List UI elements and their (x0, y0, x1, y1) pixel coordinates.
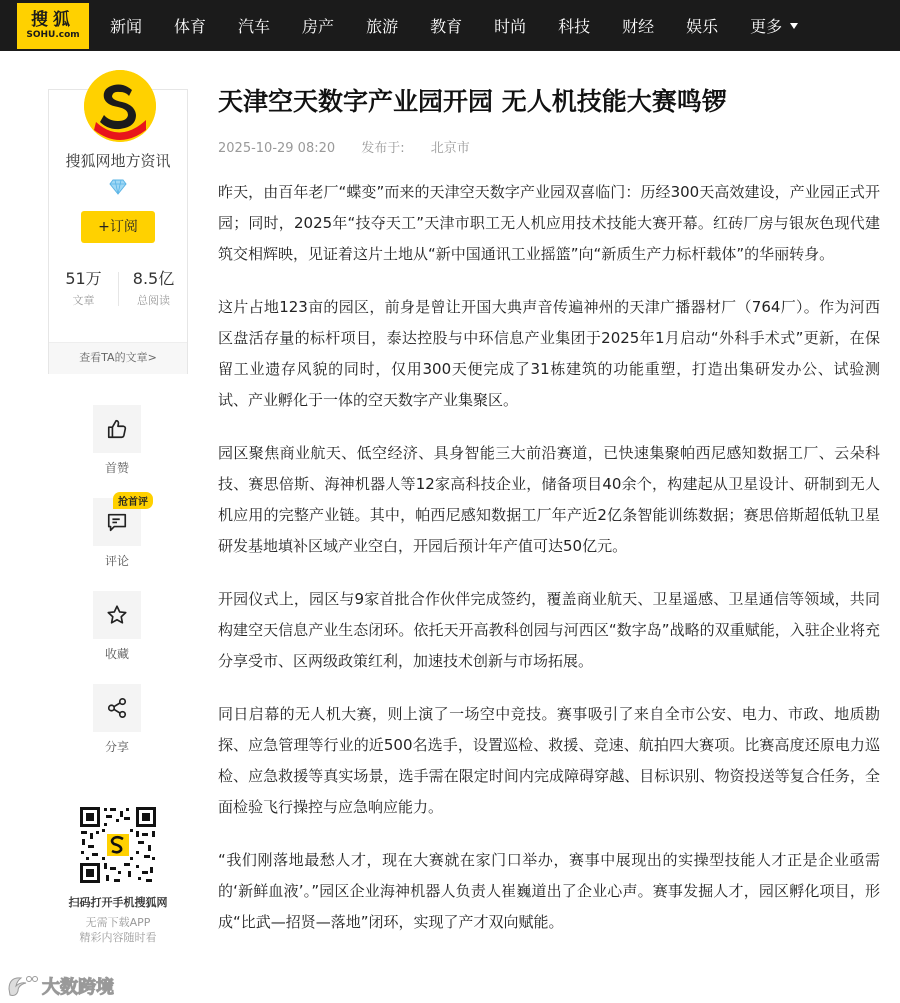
thumbs-up-icon (106, 418, 128, 440)
article-meta (218, 137, 470, 156)
nav-more-dropdown[interactable] (750, 14, 798, 37)
nav-item-education[interactable]: 教育 (430, 17, 463, 36)
qr-code-subtext (50, 915, 186, 945)
comment-action[interactable] (93, 497, 148, 569)
comment-button[interactable] (93, 497, 148, 546)
publish-date: 2025-10-29 08:20 (218, 141, 336, 156)
author-name[interactable]: 搜狐网地方资讯 (65, 152, 171, 170)
nav-item-sports[interactable]: 体育 (174, 17, 207, 36)
sohu-s-logo-icon (84, 70, 156, 142)
comment-icon (106, 511, 128, 533)
article-paragraph: 同日启幕的无人机大赛，则上演了一场空中竞技。赛事吸引了来自全市公安、电力、市政、地质勘探、应急管理等行业的近500名选手，设置巡检、救援、竞速、航拍四大赛项。比赛高度还原电力巡检、应急救援等真实场景，选手需在限定时间内完成障碍穿越、目标识别、物资投送等复合任务，全面检验飞行操控与应急响应能力。 (218, 705, 880, 816)
chevron-down-icon (790, 23, 798, 29)
favorite-label: 收藏 (104, 647, 129, 661)
first-comment-badge: 抢首评 (113, 492, 153, 509)
nav-item-finance[interactable]: 财经 (622, 17, 655, 36)
like-label: 首赞 (104, 461, 129, 475)
channel-nav (110, 0, 798, 51)
stat-reads-value: 8.5亿 (132, 269, 175, 288)
stat-reads-label: 总阅读 (137, 294, 170, 307)
stat-articles-label: 文章 (72, 294, 95, 307)
comment-label: 评论 (104, 554, 129, 568)
view-author-articles-link[interactable]: 查看TA的文章> (49, 342, 187, 374)
qr-code-label: 扫码打开手机搜狐网 (68, 896, 168, 909)
stat-articles-value: 51万 (65, 269, 102, 288)
sohu-logo[interactable] (17, 3, 89, 49)
author-avatar[interactable] (84, 70, 156, 142)
qr-subtext-line1: 无需下载APP (85, 916, 151, 929)
favorite-button[interactable] (93, 591, 141, 639)
logo-chinese: 搜狐 (31, 10, 75, 30)
author-card (48, 89, 188, 374)
nav-item-tech[interactable]: 科技 (558, 17, 591, 36)
share-label: 分享 (104, 740, 129, 754)
nav-item-realestate[interactable]: 房产 (302, 17, 335, 36)
like-action[interactable] (93, 405, 141, 476)
stat-total-reads (119, 268, 188, 308)
published-label: 发布于: (361, 141, 405, 156)
top-navigation-bar (0, 0, 900, 51)
article-title: 天津空天数字产业园开园 无人机技能大赛鸣锣 (218, 87, 727, 116)
article-paragraph: 开园仪式上，园区与9家首批合作伙伴完成签约，覆盖商业航天、卫星遥感、卫星通信等领域，共同构建空天信息产业生态闭环。依托天开高教科创园与河西区“数字岛”战略的双重赋能，入驻企业将充分享受市、区两级政策红利，加速技术创新与市场拓展。 (218, 590, 880, 670)
nav-item-news[interactable]: 新闻 (110, 17, 143, 36)
qr-subtext-line2: 精彩内容随时看 (79, 931, 157, 944)
watermark-logo-icon (6, 973, 40, 999)
share-button[interactable] (93, 684, 141, 732)
article-body (218, 177, 880, 960)
stat-articles (49, 268, 118, 308)
nav-item-auto[interactable]: 汽车 (238, 17, 271, 36)
share-icon (106, 697, 128, 719)
nav-item-fashion[interactable]: 时尚 (494, 17, 527, 36)
nav-item-entertainment[interactable]: 娱乐 (686, 17, 719, 36)
article-paragraph: 这片占地123亩的园区，前身是曾让开国大典声音传遍神州的天津广播器材厂（764厂）。作为河西区盘活存量的标杆项目，泰达控股与中环信息产业集团于2025年1月启动“外科手术式”更新，在保留工业遗存风貌的同时，仅用300天便完成了31栋建筑的功能重塑，打造出集研发办公、试验测试、产业孵化于一体的空天数字产业集聚区。 (218, 298, 880, 409)
logo-english: SOHU.com (26, 30, 80, 40)
nav-item-travel[interactable]: 旅游 (366, 17, 399, 36)
like-button[interactable] (93, 405, 141, 453)
article-paragraph: 昨天，由百年老厂“蝶变”而来的天津空天数字产业园双喜临门：历经300天高效建设，产业园正式开园；同时，2025年“技夺天工”天津市职工无人机应用技术技能大赛开幕。红砖厂房与银灰色现代建筑交相辉映，见证着这片土地从“新中国通讯工业摇篮”向“新质生产力标杆载体”的华丽转身。 (218, 183, 880, 263)
qr-code-image (78, 805, 158, 885)
article-paragraph: 园区聚焦商业航天、低空经济、具身智能三大前沿赛道，已快速集聚帕西尼感知数据工厂、云朵科技、赛思倍斯、海神机器人等12家高科技企业，储备项目40余个，构建起从卫星设计、研制到无人机应用的完整产业链。其中，帕西尼感知数据工厂年产近2亿条智能训练数据；赛思倍斯超低轨卫星研发基地填补区域产业空白，开园后预计年产值可达50亿元。 (218, 444, 880, 555)
watermark-text: 大数跨境 (42, 977, 114, 998)
favorite-action[interactable] (93, 591, 141, 662)
nav-more-label: 更多 (750, 17, 783, 36)
publish-location: 北京市 (430, 141, 470, 156)
article-paragraph: “我们刚落地最愁人才，现在大赛就在家门口举办，赛事中展现出的实操型技能人才正是企业亟需的‘新鲜血液’。”园区企业海神机器人负责人崔巍道出了企业心声。赛事发掘人才，园区孵化项目，形成“比武—招贤—落地”闭环，实现了产才双向赋能。 (218, 851, 880, 931)
subscribe-button[interactable]: +订阅 (81, 211, 155, 243)
publish-location-group (361, 141, 469, 156)
watermark (6, 973, 114, 999)
star-icon (106, 604, 128, 626)
share-action[interactable] (93, 684, 141, 755)
diamond-icon (109, 179, 127, 195)
